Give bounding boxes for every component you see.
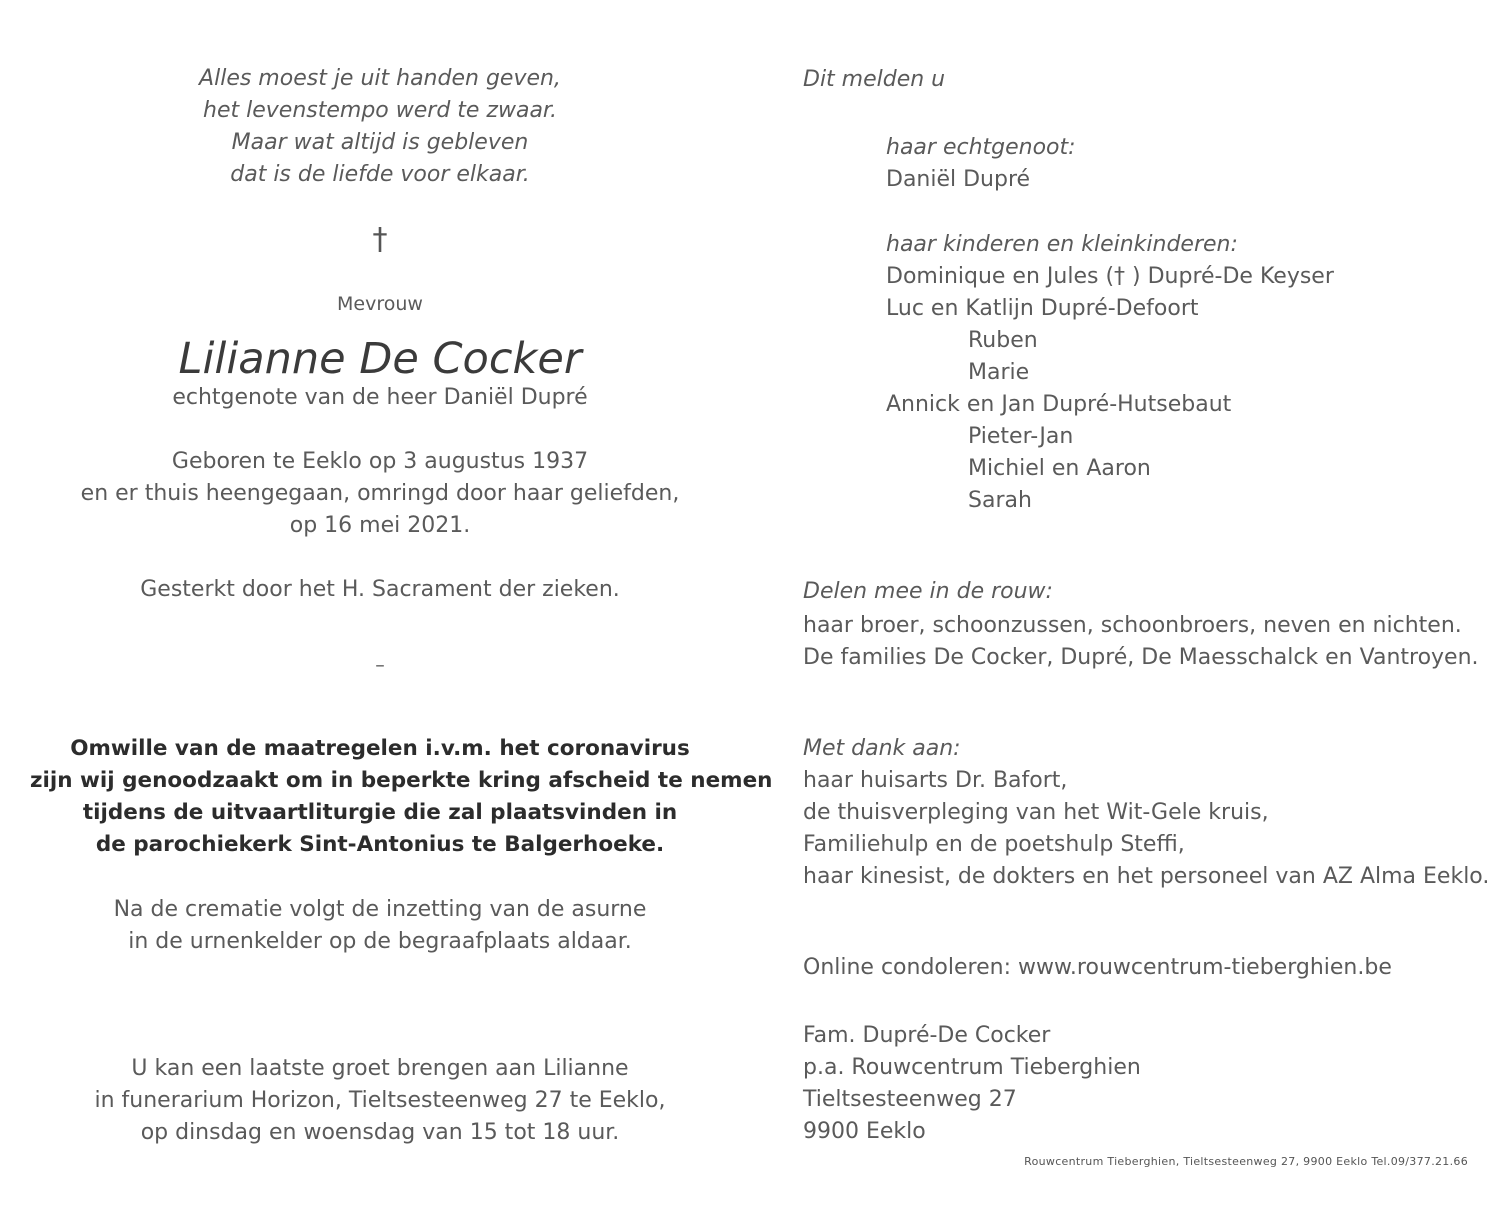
family-member: Dominique en Jules († ) Dupré-De Keyser [886, 264, 1334, 289]
grandchild: Marie [968, 360, 1030, 385]
corona-line: zijn wij genoodzaakt om in beperkte kring afscheid te nemen [30, 768, 773, 793]
children-label: haar kinderen en kleinkinderen: [886, 232, 1238, 257]
mourning-line: De families De Cocker, Dupré, De Maesschalck en Vantroyen. [803, 645, 1479, 670]
online-condolence: Online condoleren: www.rouwcentrum-tieberghien.be [803, 955, 1392, 980]
visit-line: in funerarium Horizon, Tieltsesteenweg 27 te Eeklo, [94, 1088, 666, 1113]
husband-name: Daniël Dupré [886, 167, 1031, 192]
visit-line: U kan een laatste groet brengen aan Lilianne [131, 1056, 629, 1081]
thanks-line: haar huisarts Dr. Bafort, [803, 768, 1068, 793]
husband-label: haar echtgenoot: [886, 135, 1076, 160]
address-line: Fam. Dupré-De Cocker [803, 1023, 1051, 1048]
thanks-line: de thuisverpleging van het Wit-Gele kruis, [803, 800, 1269, 825]
cremation-line: in de urnenkelder op de begraafplaats aldaar. [128, 929, 632, 954]
honorific: Mevrouw [337, 293, 423, 315]
address-line: Tieltsesteenweg 27 [803, 1087, 1017, 1112]
birth-line: Geboren te Eeklo op 3 augustus 1937 [171, 449, 589, 474]
poem-line: het levenstempo werd te zwaar. [203, 98, 557, 123]
announce-intro: Dit melden u [803, 67, 946, 92]
poem-line: dat is de liefde voor elkaar. [230, 162, 530, 187]
cremation-line: Na de crematie volgt de inzetting van de asurne [113, 897, 647, 922]
grandchild: Pieter-Jan [968, 424, 1074, 449]
birth-line: en er thuis heengegaan, omringd door haar geliefden, [80, 481, 680, 506]
family-member: Luc en Katlijn Dupré-Defoort [886, 296, 1199, 321]
mourning-line: haar broer, schoonzussen, schoonbroers, neven en nichten. [803, 613, 1462, 638]
birth-line: op 16 mei 2021. [289, 513, 471, 538]
thanks-line: Familiehulp en de poetshulp Steffi, [803, 832, 1185, 857]
grandchild: Ruben [968, 328, 1038, 353]
poem-line: Alles moest je uit handen geven, [199, 66, 561, 91]
thanks-label: Met dank aan: [803, 736, 961, 761]
spouse-line: echtgenote van de heer Daniël Dupré [172, 385, 588, 410]
footer-imprint: Rouwcentrum Tieberghien, Tieltsesteenweg 27, 9900 Eeklo Tel.09/377.21.66 [1024, 1155, 1468, 1168]
cross-icon: † [372, 222, 388, 257]
separator: – [375, 654, 385, 676]
address-line: 9900 Eeklo [803, 1119, 926, 1144]
address-line: p.a. Rouwcentrum Tieberghien [803, 1055, 1141, 1080]
corona-line: tijdens de uitvaartliturgie die zal plaatsvinden in [82, 800, 678, 825]
grandchild: Sarah [968, 488, 1032, 513]
corona-line: Omwille van de maatregelen i.v.m. het coronavirus [70, 736, 690, 761]
sacrament-line: Gesterkt door het H. Sacrament der zieken. [140, 577, 620, 602]
family-member: Annick en Jan Dupré-Hutsebaut [886, 392, 1232, 417]
corona-line: de parochiekerk Sint-Antonius te Balgerhoeke. [95, 832, 665, 857]
poem-line: Maar wat altijd is gebleven [231, 130, 529, 155]
visit-line: op dinsdag en woensdag van 15 tot 18 uur. [140, 1120, 620, 1145]
deceased-name: Lilianne De Cocker [178, 334, 582, 384]
thanks-line: haar kinesist, de dokters en het personeel van AZ Alma Eeklo. [803, 864, 1490, 889]
grandchild: Michiel en Aaron [968, 456, 1151, 481]
mourning-label: Delen mee in de rouw: [803, 579, 1053, 604]
